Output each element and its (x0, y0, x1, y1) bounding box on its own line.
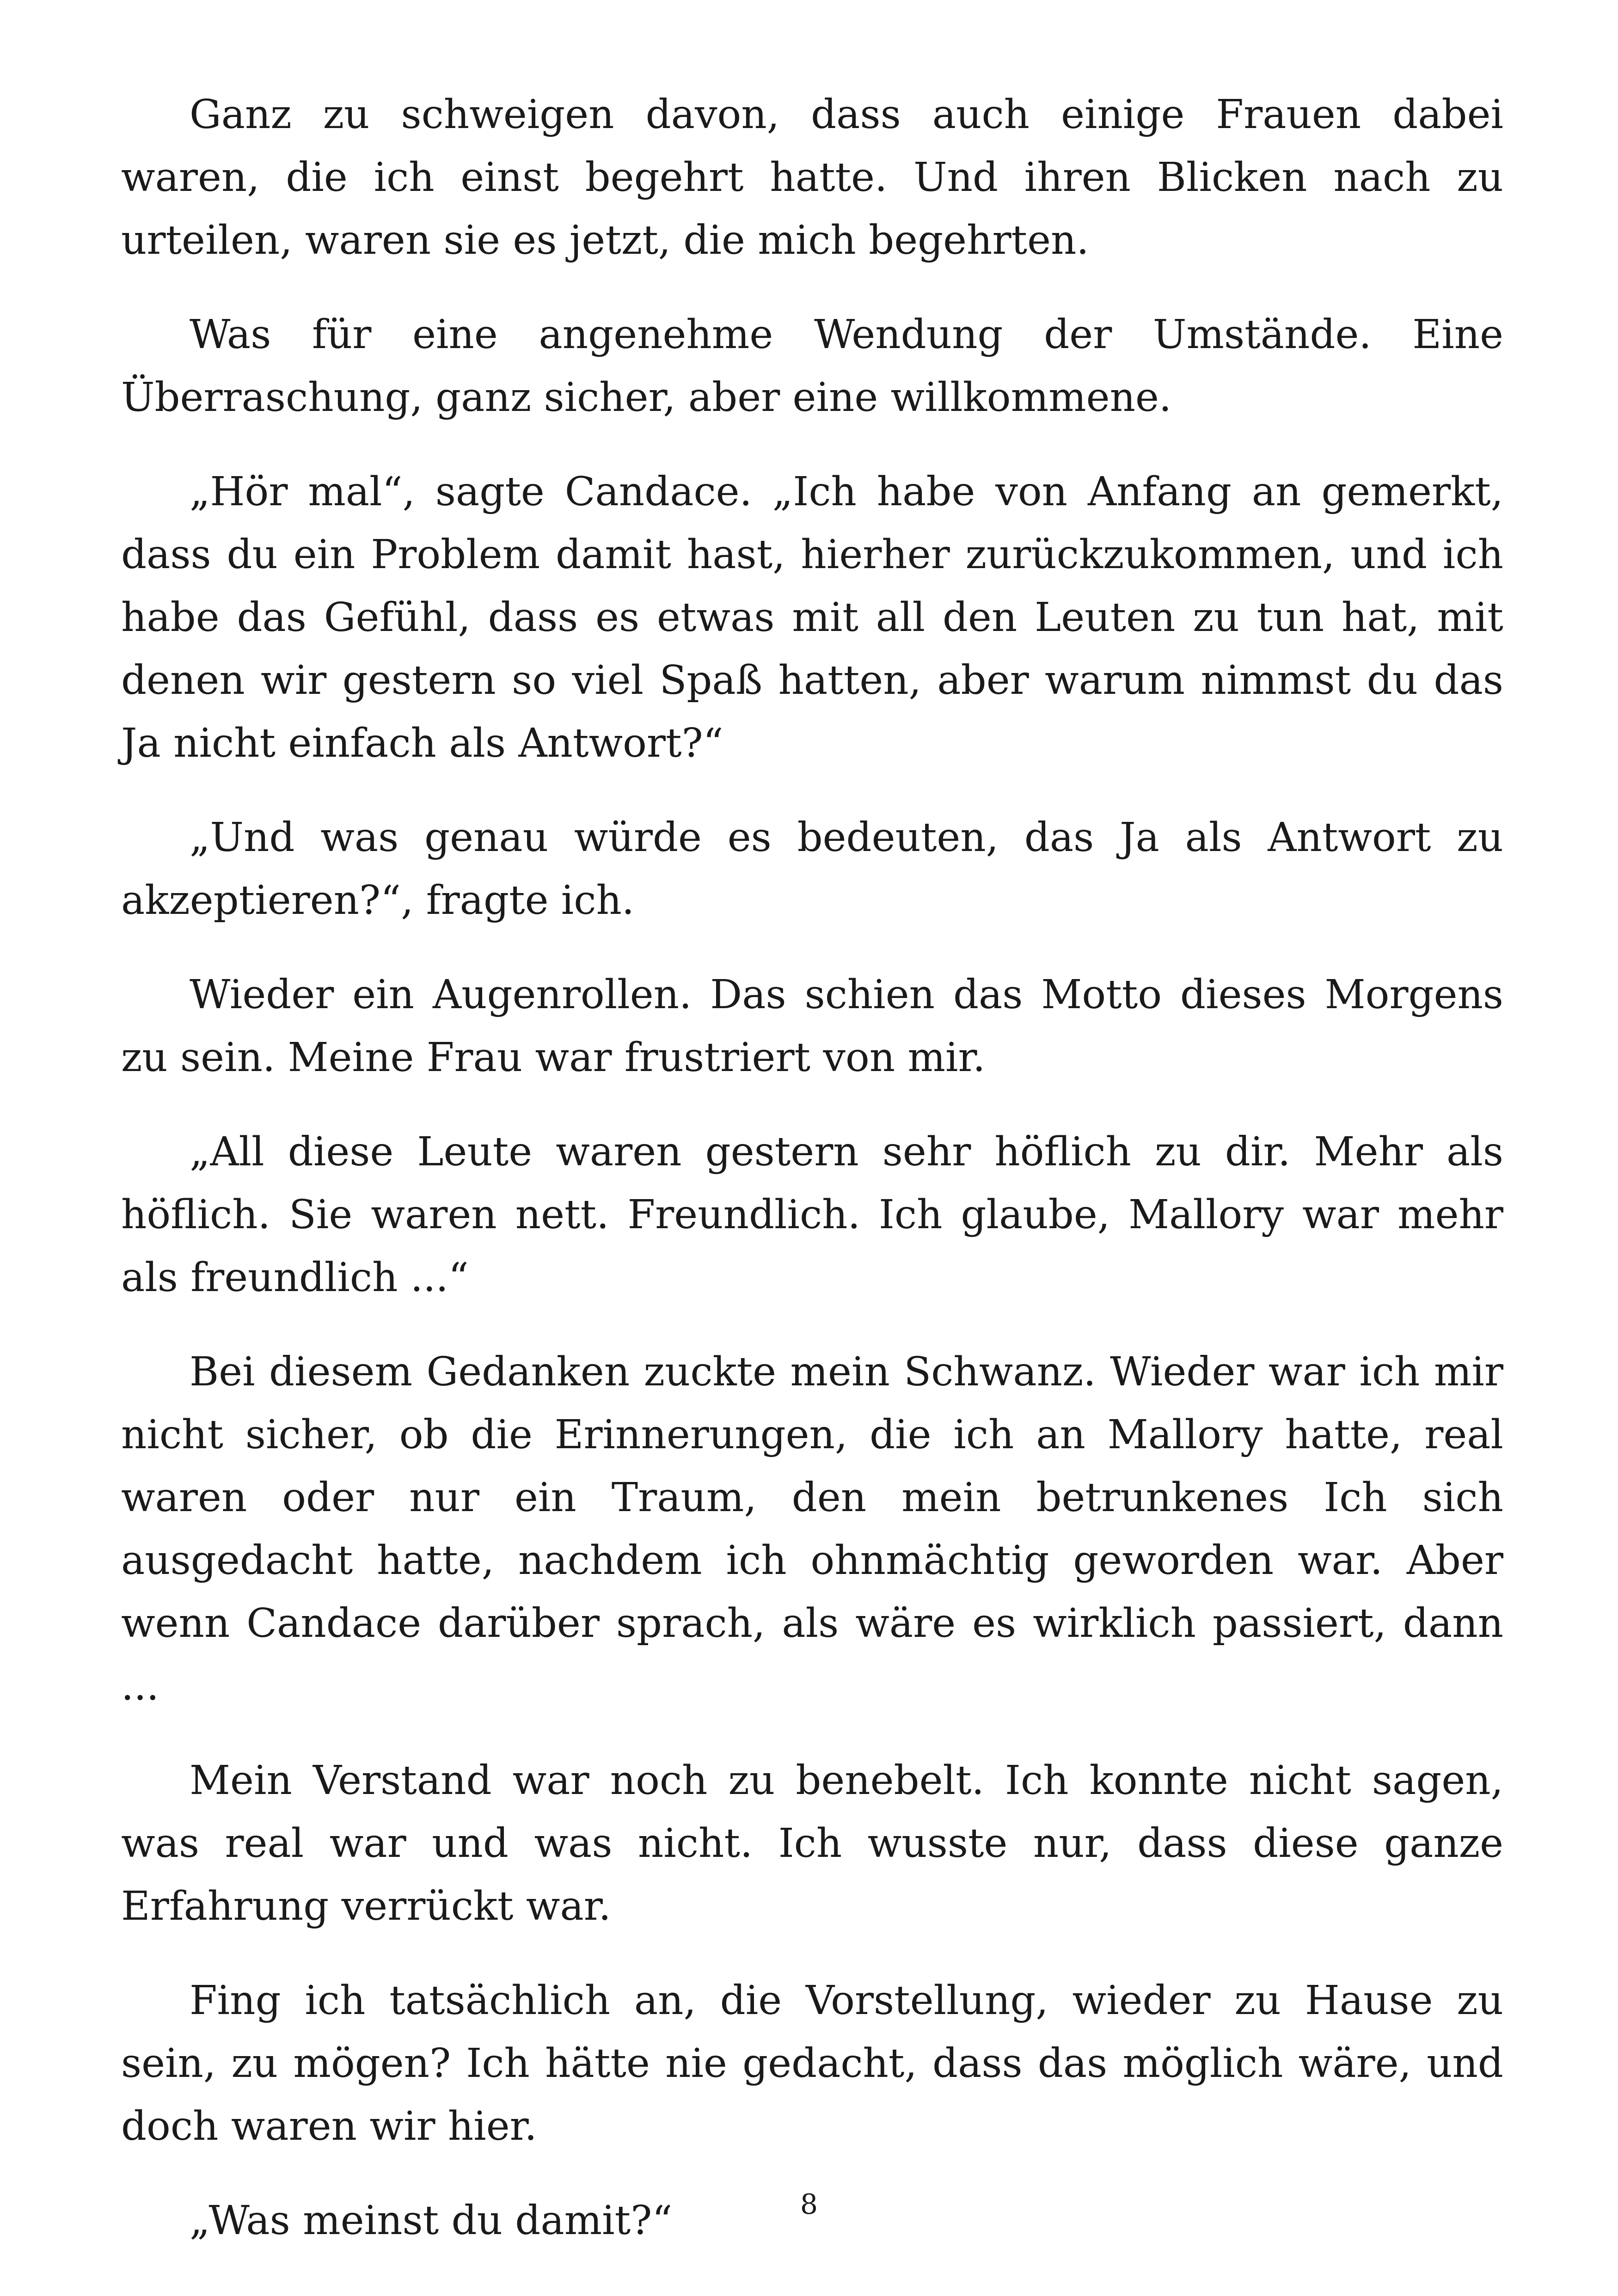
paragraph: „Was meinst du damit?“ (190, 2198, 673, 2244)
paragraph: Fing ich tatsächlich an, die Vorstellung, wieder zu Hause zu sein, zu mögen? Ich hätte nie gedacht, dass das möglich wäre, und doch waren wir hier. (121, 1978, 1503, 2149)
page-body (121, 83, 1503, 2284)
paragraph: Ganz zu schweigen davon, dass auch einige Frauen dabei waren, die ich einst begehrt hatte. Und ihren Blicken nach zu urteilen, waren sie es jetzt, die mich begehrten. (121, 92, 1503, 263)
paragraph: Bei diesem Gedanken zuckte mein Schwanz. Wieder war ich mir nicht sicher, ob die Erinnerungen, die ich an Mallory hatte, real waren oder nur ein Traum, den mein betrunkenes Ich sich ausgedacht hatte, nachdem ich ohnmächtig geworden war. Aber wenn Candace darüber sprach, als wäre es wirklich passiert, dann ... (121, 1349, 1503, 1709)
paragraph: „Hör mal“, sagte Candace. „Ich habe von Anfang an gemerkt, dass du ein Problem damit hast, hierher zurückzukommen, und ich habe das Gefühl, dass es etwas mit all den Leuten zu tun hat, mit denen wir gestern so viel Spaß hatten, aber warum nimmst du das Ja nicht einfach als Antwort?“ (121, 469, 1503, 766)
paragraph: „All diese Leute waren gestern sehr höflich zu dir. Mehr als höflich. Sie waren nett. Freundlich. Ich glaube, Mallory war mehr als freundlich ...“ (121, 1129, 1503, 1301)
paragraph: Mein Verstand war noch zu benebelt. Ich konnte nicht sagen, was real war und was nicht. Ich wusste nur, dass diese ganze Erfahrung verrückt war. (121, 1757, 1503, 1929)
paragraph: Wieder ein Augenrollen. Das schien das Motto dieses Morgens zu sein. Meine Frau war frustriert von mir. (121, 972, 1503, 1081)
page-number: 8 (800, 2188, 818, 2221)
paragraph: „Und was genau würde es bedeuten, das Ja als Antwort zu akzeptieren?“, fragte ich. (121, 814, 1503, 924)
paragraph: Was für eine angenehme Wendung der Umstände. Eine Überraschung, ganz sicher, aber eine willkommene. (121, 312, 1503, 421)
